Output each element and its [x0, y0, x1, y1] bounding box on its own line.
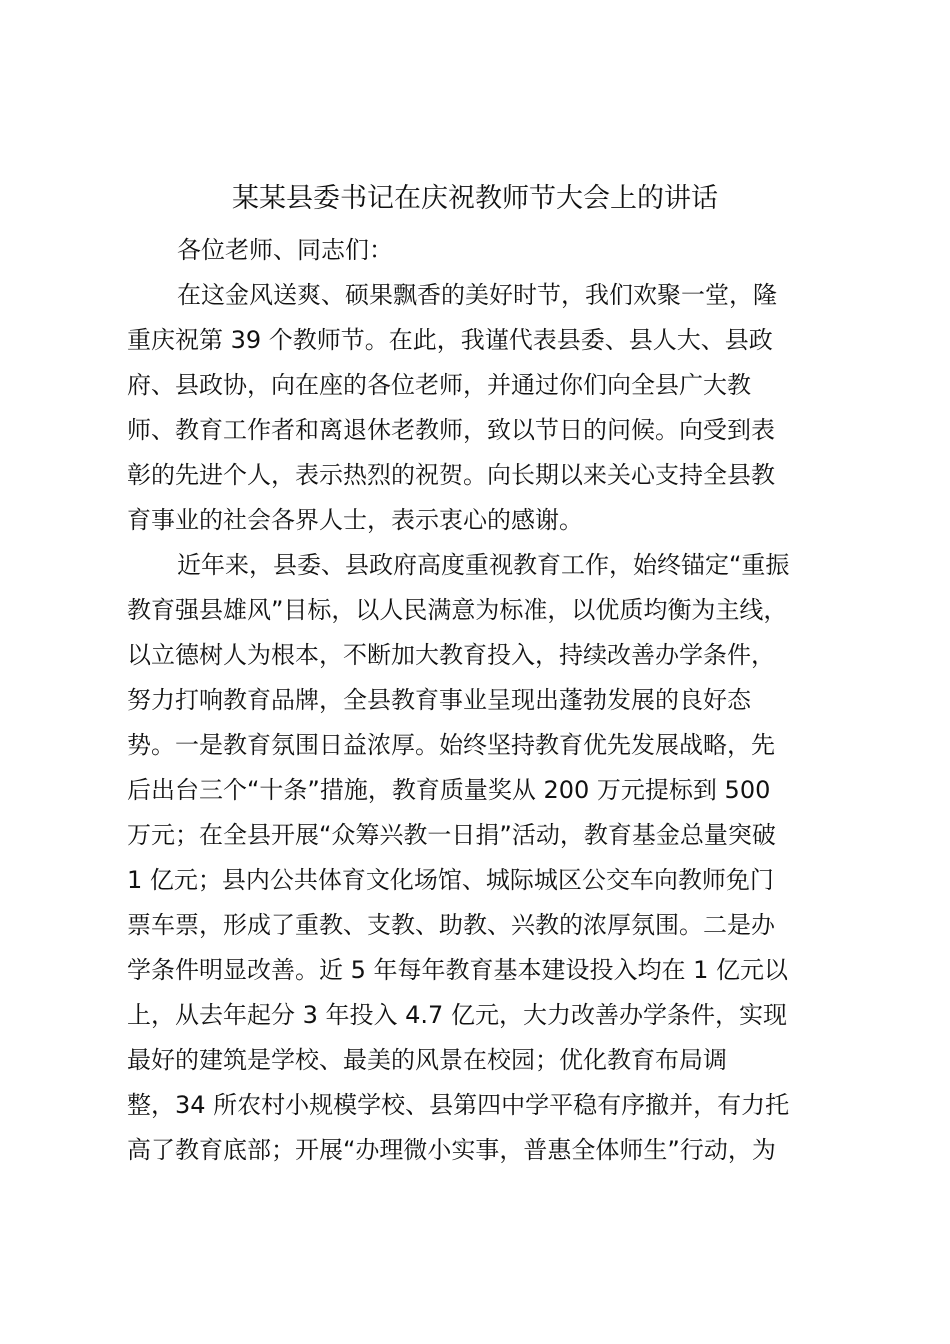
paragraph-line: 最好的建筑是学校、最美的风景在校园；优化教育布局调	[127, 1046, 727, 1074]
paragraph-line: 育事业的社会各界人士，表示衷心的感谢。	[127, 506, 583, 534]
paragraph-line: 1 亿元；县内公共体育文化场馆、城际城区公交车向教师免门	[127, 866, 774, 894]
paragraph-line: 师、教育工作者和离退休老教师，致以节日的问候。向受到表	[127, 416, 775, 444]
paragraph-line: 努力打响教育品牌，全县教育事业呈现出蓬勃发展的良好态	[127, 686, 751, 714]
paragraph-line: 票车票，形成了重教、支教、助教、兴教的浓厚氛围。二是办	[127, 911, 775, 939]
paragraph-line: 在这金风送爽、硕果飘香的美好时节，我们欢聚一堂，隆	[177, 281, 777, 309]
paragraph-line: 上，从去年起分 3 年投入 4.7 亿元，大力改善办学条件，实现	[127, 1001, 787, 1029]
paragraph-line: 整，34 所农村小规模学校、县第四中学平稳有序撤并，有力托	[127, 1091, 790, 1119]
paragraph-line: 势。一是教育氛围日益浓厚。始终坚持教育优先发展战略，先	[127, 731, 775, 759]
paragraph-line: 万元；在全县开展“众筹兴教一日捐”活动，教育基金总量突破	[127, 821, 776, 849]
paragraph-line: 府、县政协，向在座的各位老师，并通过你们向全县广大教	[127, 371, 751, 399]
paragraph-line: 近年来，县委、县政府高度重视教育工作，始终锚定“重振	[177, 551, 790, 579]
paragraph-line: 高了教育底部；开展“办理微小实事，普惠全体师生”行动，为	[127, 1136, 776, 1164]
document-title: 某某县委书记在庆祝教师节大会上的讲话	[232, 183, 718, 214]
salutation-line: 各位老师、同志们：	[177, 236, 393, 264]
paragraph-line: 重庆祝第 39 个教师节。在此，我谨代表县委、县人大、县政	[127, 326, 773, 354]
paragraph-line: 彰的先进个人，表示热烈的祝贺。向长期以来关心支持全县教	[127, 461, 775, 489]
paragraph-line: 学条件明显改善。近 5 年每年教育基本建设投入均在 1 亿元以	[127, 956, 789, 984]
paragraph-line: 以立德树人为根本，不断加大教育投入，持续改善办学条件，	[127, 641, 775, 669]
paragraph-line: 后出台三个“十条”措施，教育质量奖从 200 万元提标到 500	[127, 776, 771, 804]
document-body	[127, 228, 832, 1173]
paragraph-line: 教育强县雄风”目标，以人民满意为标准，以优质均衡为主线，	[127, 596, 788, 624]
